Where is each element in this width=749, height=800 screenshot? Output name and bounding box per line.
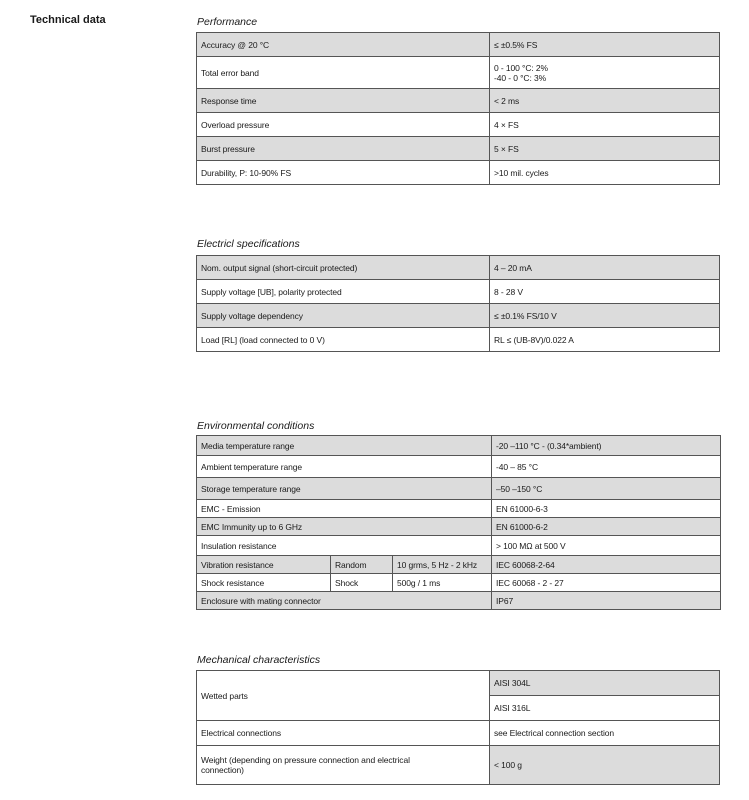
spec-value: < 2 ms <box>490 89 720 113</box>
spec-value: EN 61000-6-3 <box>492 500 721 518</box>
mechanical-table <box>196 670 720 785</box>
table-row <box>197 89 720 113</box>
spec-label: Shock resistance <box>197 574 331 592</box>
spec-label: Burst pressure <box>197 137 490 161</box>
performance-table <box>196 32 720 185</box>
spec-value: -20 –110 °C - (0.34*ambient) <box>492 436 721 456</box>
spec-value: AISI 316L <box>490 696 720 721</box>
spec-label: EMC - Emission <box>197 500 492 518</box>
mechanical-title: Mechanical characteristics <box>197 654 321 666</box>
table-row <box>197 671 720 696</box>
spec-label: Supply voltage [UB], polarity protected <box>197 280 490 304</box>
spec-value: 8 - 28 V <box>490 280 720 304</box>
table-row <box>197 137 720 161</box>
spec-value: AISI 304L <box>490 671 720 696</box>
spec-detail: 500g / 1 ms <box>393 574 492 592</box>
table-row <box>197 478 721 500</box>
spec-value-line: -40 - 0 °C: 3% <box>494 72 547 83</box>
spec-label: EMC Immunity up to 6 GHz <box>197 518 492 536</box>
spec-label: Electrical connections <box>197 721 490 746</box>
table-row <box>197 574 721 592</box>
spec-value: RL ≤ (UB-8V)/0.022 A <box>490 328 720 352</box>
spec-label: Ambient temperature range <box>197 456 492 478</box>
electrical-table <box>196 255 720 352</box>
spec-type: Random <box>331 556 393 574</box>
table-row <box>197 456 721 478</box>
technical-data-heading: Technical data <box>30 14 106 26</box>
spec-value: 4 × FS <box>490 113 720 137</box>
spec-label: Total error band <box>197 57 490 89</box>
spec-value: –50 –150 °C <box>492 478 721 500</box>
table-row <box>197 304 720 328</box>
spec-type: Shock <box>331 574 393 592</box>
spec-value: 5 × FS <box>490 137 720 161</box>
spec-value: IEC 60068 - 2 - 27 <box>492 574 721 592</box>
spec-value: IP67 <box>492 592 721 610</box>
spec-label: Nom. output signal (short-circuit protected) <box>197 256 490 280</box>
table-row <box>197 518 721 536</box>
spec-value: see Electrical connection section <box>490 721 720 746</box>
table-row <box>197 33 720 57</box>
spec-value: ≤ ±0.1% FS/10 V <box>490 304 720 328</box>
spec-detail: 10 grms, 5 Hz - 2 kHz <box>393 556 492 574</box>
spec-value: 4 – 20 mA <box>490 256 720 280</box>
spec-label: Vibration resistance <box>197 556 331 574</box>
performance-title: Performance <box>197 16 258 28</box>
table-row <box>197 592 721 610</box>
spec-label: Insulation resistance <box>197 536 492 556</box>
spec-label: Media temperature range <box>197 436 492 456</box>
spec-label: Enclosure with mating connector <box>197 592 492 610</box>
spec-label: Response time <box>197 89 490 113</box>
table-row <box>197 280 720 304</box>
spec-value: > 100 MΩ at 500 V <box>492 536 721 556</box>
spec-value-line: 0 - 100 °C: 2% <box>494 62 548 73</box>
environmental-table <box>196 435 721 610</box>
table-row <box>197 57 720 89</box>
spec-label: Supply voltage dependency <box>197 304 490 328</box>
table-row <box>197 556 721 574</box>
table-row <box>197 500 721 518</box>
spec-value: >10 mil. cycles <box>490 161 720 185</box>
electrical-title: Electricl specifications <box>197 238 300 250</box>
table-row <box>197 328 720 352</box>
spec-label: Overload pressure <box>197 113 490 137</box>
spec-value: EN 61000-6-2 <box>492 518 721 536</box>
spec-label: Durability, P: 10-90% FS <box>197 161 490 185</box>
spec-value: ≤ ±0.5% FS <box>490 33 720 57</box>
spec-value: < 100 g <box>490 746 720 785</box>
environmental-title: Environmental conditions <box>197 420 315 432</box>
table-row <box>197 256 720 280</box>
spec-label: Weight (depending on pressure connection and electrical connection) <box>197 746 490 785</box>
table-row <box>197 436 721 456</box>
spec-value: IEC 60068-2-64 <box>492 556 721 574</box>
table-row <box>197 536 721 556</box>
table-row <box>197 113 720 137</box>
table-row <box>197 161 720 185</box>
table-row <box>197 721 720 746</box>
table-row <box>197 746 720 785</box>
spec-value: -40 – 85 °C <box>492 456 721 478</box>
spec-label: Load [RL] (load connected to 0 V) <box>197 328 490 352</box>
spec-label: Wetted parts <box>197 671 490 721</box>
spec-value <box>490 57 720 89</box>
spec-label: Storage temperature range <box>197 478 492 500</box>
spec-label: Accuracy @ 20 °C <box>197 33 490 57</box>
